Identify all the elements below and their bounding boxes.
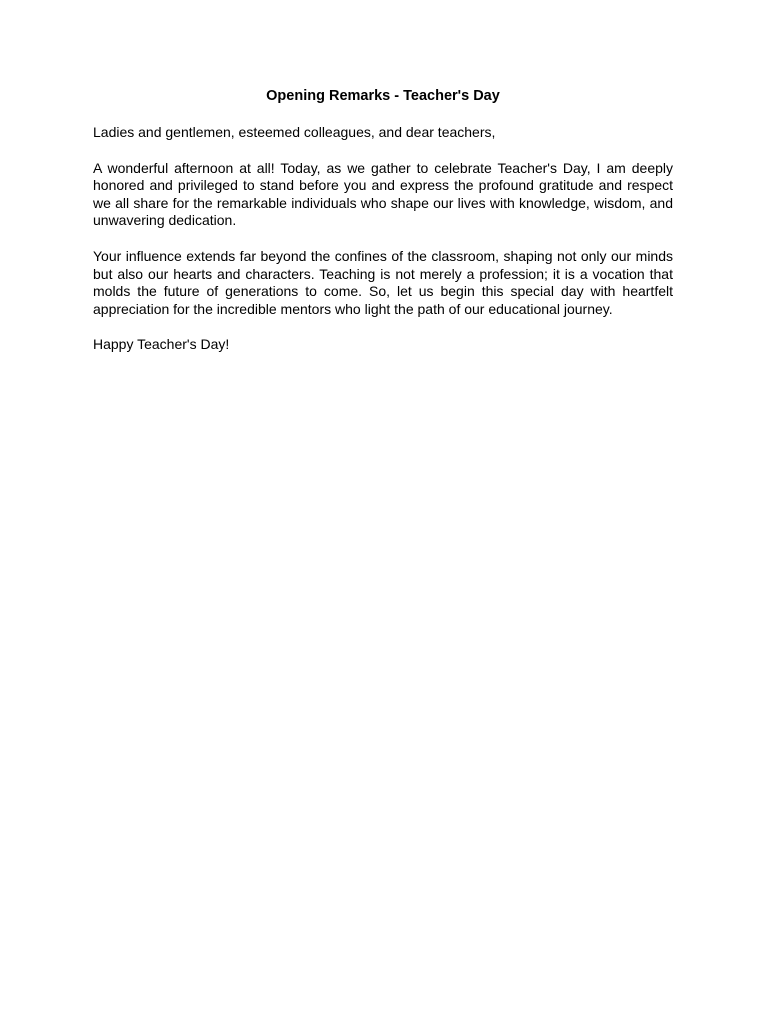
body-paragraph-2: Your influence extends far beyond the confines of the classroom, shaping not only our minds but also our hearts and characters. Teaching is not merely a profession; it is a vocation that molds the future of generations to come. So, let us begin this special day with heartfelt appreciation for the incredible mentors who light the path of our educational journey. xyxy=(93,247,673,317)
document-body xyxy=(93,86,673,372)
document-title: Opening Remarks - Teacher's Day xyxy=(266,88,500,104)
closing-paragraph: Happy Teacher's Day! xyxy=(93,336,230,353)
greeting-paragraph: Ladies and gentlemen, esteemed colleagues, and dear teachers, xyxy=(93,124,496,140)
body-paragraph-1: A wonderful afternoon at all! Today, as we gather to celebrate Teacher's Day, I am deeply honored and privileged to stand before you and express the profound gratitude and respect we all share for the remarkable individuals who shape our lives with knowledge, wisdom, and unwavering dedication. xyxy=(93,159,673,229)
